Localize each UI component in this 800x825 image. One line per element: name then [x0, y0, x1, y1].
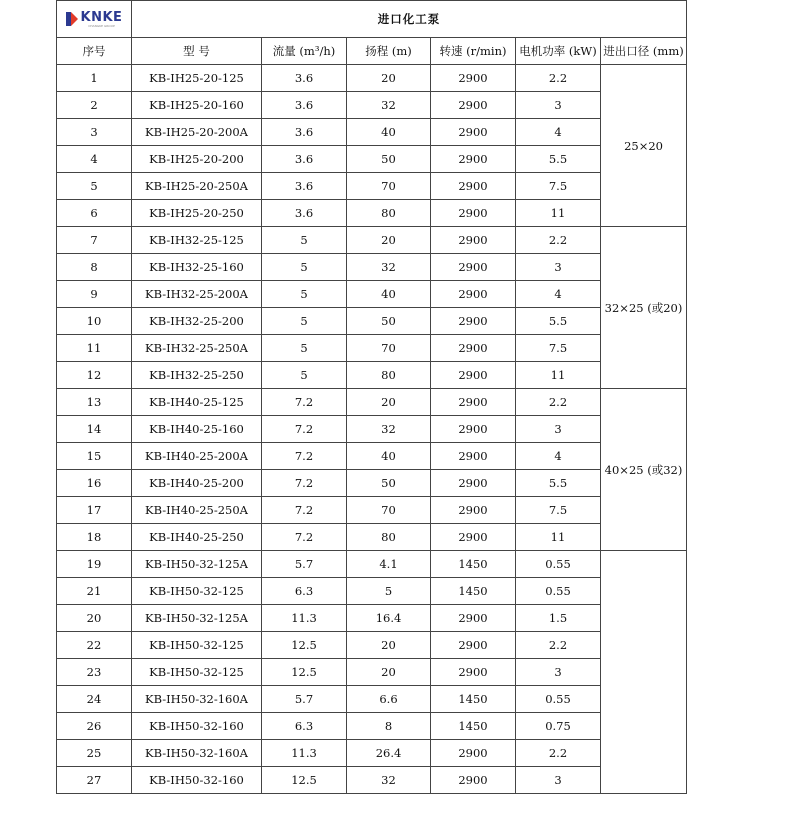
cell-index: 20: [57, 605, 132, 632]
cell-head: 32: [347, 767, 431, 794]
cell-model: KB-IH40-25-125: [132, 389, 262, 416]
cell-speed: 2900: [431, 632, 516, 659]
cell-index: 1: [57, 65, 132, 92]
cell-model: KB-IH50-32-125: [132, 659, 262, 686]
cell-head: 80: [347, 524, 431, 551]
cell-speed: 2900: [431, 497, 516, 524]
cell-speed: 2900: [431, 200, 516, 227]
logo-name: KNKE: [80, 9, 123, 25]
cell-index: 19: [57, 551, 132, 578]
table-body: [57, 1, 687, 794]
cell-power: 1.5: [516, 605, 601, 632]
cell-flow: 7.2: [262, 416, 347, 443]
cell-index: 5: [57, 173, 132, 200]
cell-flow: 5: [262, 254, 347, 281]
cell-speed: 2900: [431, 335, 516, 362]
cell-speed: 2900: [431, 173, 516, 200]
table-row: [57, 740, 687, 767]
cell-index: 16: [57, 470, 132, 497]
cell-index: 12: [57, 362, 132, 389]
cell-flow: 7.2: [262, 497, 347, 524]
header-model: 型 号: [132, 38, 262, 65]
cell-head: 70: [347, 173, 431, 200]
cell-power: 0.75: [516, 713, 601, 740]
cell-speed: 2900: [431, 119, 516, 146]
cell-speed: 2900: [431, 227, 516, 254]
cell-power: 11: [516, 200, 601, 227]
cell-power: 4: [516, 119, 601, 146]
cell-head: 80: [347, 200, 431, 227]
cell-power: 4: [516, 281, 601, 308]
cell-head: 32: [347, 416, 431, 443]
cell-index: 3: [57, 119, 132, 146]
cell-model: KB-IH50-32-160A: [132, 686, 262, 713]
cell-power: 2.2: [516, 65, 601, 92]
cell-power: 2.2: [516, 740, 601, 767]
cell-model: KB-IH32-25-250: [132, 362, 262, 389]
cell-speed: 2900: [431, 416, 516, 443]
cell-flow: 6.3: [262, 578, 347, 605]
table-row: [57, 335, 687, 362]
table-row: [57, 362, 687, 389]
cell-index: 26: [57, 713, 132, 740]
cell-speed: 2900: [431, 362, 516, 389]
cell-model: KB-IH32-25-250A: [132, 335, 262, 362]
cell-flow: 7.2: [262, 443, 347, 470]
cell-model: KB-IH50-32-125: [132, 632, 262, 659]
logo-cell: [57, 1, 132, 38]
cell-index: 13: [57, 389, 132, 416]
cell-power: 7.5: [516, 497, 601, 524]
cell-power: 3: [516, 416, 601, 443]
cell-speed: 2900: [431, 740, 516, 767]
cell-diameter-group: 32×25 (或20): [601, 227, 687, 389]
cell-flow: 3.6: [262, 92, 347, 119]
table-row: [57, 200, 687, 227]
cell-model: KB-IH32-25-160: [132, 254, 262, 281]
pump-spec-table: [56, 0, 687, 794]
header-row: [57, 38, 687, 65]
cell-power: 4: [516, 443, 601, 470]
cell-model: KB-IH25-20-125: [132, 65, 262, 92]
cell-speed: 1450: [431, 713, 516, 740]
table-row: [57, 416, 687, 443]
cell-power: 7.5: [516, 335, 601, 362]
cell-index: 11: [57, 335, 132, 362]
cell-power: 5.5: [516, 308, 601, 335]
cell-diameter-group: 25×20: [601, 65, 687, 227]
cell-speed: 2900: [431, 281, 516, 308]
cell-speed: 1450: [431, 578, 516, 605]
cell-model: KB-IH40-25-250A: [132, 497, 262, 524]
cell-head: 20: [347, 389, 431, 416]
cell-flow: 5: [262, 308, 347, 335]
cell-flow: 11.3: [262, 605, 347, 632]
table-title: 进口化工泵: [132, 1, 687, 38]
cell-index: 17: [57, 497, 132, 524]
cell-index: 24: [57, 686, 132, 713]
cell-speed: 2900: [431, 146, 516, 173]
cell-flow: 3.6: [262, 200, 347, 227]
cell-head: 20: [347, 659, 431, 686]
cell-flow: 5.7: [262, 551, 347, 578]
cell-index: 18: [57, 524, 132, 551]
table-row: [57, 92, 687, 119]
cell-head: 80: [347, 362, 431, 389]
cell-power: 11: [516, 362, 601, 389]
cell-power: 0.55: [516, 686, 601, 713]
cell-diameter-group: 40×25 (或32): [601, 389, 687, 551]
cell-flow: 5: [262, 362, 347, 389]
cell-power: 2.2: [516, 389, 601, 416]
cell-model: KB-IH25-20-250: [132, 200, 262, 227]
cell-speed: 1450: [431, 551, 516, 578]
cell-head: 20: [347, 632, 431, 659]
cell-speed: 2900: [431, 308, 516, 335]
cell-head: 50: [347, 470, 431, 497]
cell-flow: 12.5: [262, 767, 347, 794]
cell-flow: 5.7: [262, 686, 347, 713]
cell-head: 4.1: [347, 551, 431, 578]
cell-power: 7.5: [516, 173, 601, 200]
cell-flow: 5: [262, 281, 347, 308]
cell-model: KB-IH40-25-160: [132, 416, 262, 443]
cell-index: 23: [57, 659, 132, 686]
cell-speed: 2900: [431, 92, 516, 119]
cell-model: KB-IH32-25-200: [132, 308, 262, 335]
table-row: [57, 686, 687, 713]
table-row: [57, 470, 687, 497]
table-row: [57, 146, 687, 173]
table-row: [57, 443, 687, 470]
cell-flow: 3.6: [262, 146, 347, 173]
cell-flow: 5: [262, 335, 347, 362]
cell-head: 70: [347, 335, 431, 362]
cell-index: 14: [57, 416, 132, 443]
cell-power: 11: [516, 524, 601, 551]
table-row: [57, 254, 687, 281]
cell-index: 21: [57, 578, 132, 605]
cell-power: 3: [516, 92, 601, 119]
cell-model: KB-IH40-25-250: [132, 524, 262, 551]
cell-index: 9: [57, 281, 132, 308]
cell-index: 27: [57, 767, 132, 794]
cell-index: 2: [57, 92, 132, 119]
cell-speed: 2900: [431, 254, 516, 281]
cell-index: 8: [57, 254, 132, 281]
header-flow: 流量 (m³/h): [262, 38, 347, 65]
table-row: [57, 227, 687, 254]
table-row: [57, 524, 687, 551]
knke-logo: [57, 11, 131, 28]
table-row: [57, 281, 687, 308]
cell-flow: 3.6: [262, 119, 347, 146]
cell-power: 2.2: [516, 227, 601, 254]
header-index: 序号: [57, 38, 132, 65]
cell-power: 0.55: [516, 578, 601, 605]
cell-head: 6.6: [347, 686, 431, 713]
table-row: [57, 173, 687, 200]
cell-model: KB-IH25-20-160: [132, 92, 262, 119]
cell-model: KB-IH50-32-160: [132, 767, 262, 794]
cell-model: KB-IH40-25-200: [132, 470, 262, 497]
cell-power: 0.55: [516, 551, 601, 578]
cell-index: 15: [57, 443, 132, 470]
cell-index: 25: [57, 740, 132, 767]
table-row: [57, 605, 687, 632]
cell-model: KB-IH50-32-160A: [132, 740, 262, 767]
cell-flow: 3.6: [262, 65, 347, 92]
cell-head: 40: [347, 281, 431, 308]
cell-power: 5.5: [516, 470, 601, 497]
cell-speed: 2900: [431, 524, 516, 551]
knke-logo-icon: [66, 12, 78, 26]
cell-speed: 2900: [431, 767, 516, 794]
cell-head: 70: [347, 497, 431, 524]
cell-power: 3: [516, 659, 601, 686]
cell-model: KB-IH50-32-125: [132, 578, 262, 605]
cell-speed: 2900: [431, 65, 516, 92]
cell-head: 26.4: [347, 740, 431, 767]
cell-flow: 3.6: [262, 173, 347, 200]
cell-head: 20: [347, 227, 431, 254]
cell-head: 40: [347, 119, 431, 146]
header-speed: 转速 (r/min): [431, 38, 516, 65]
cell-speed: 2900: [431, 605, 516, 632]
table-row: [57, 389, 687, 416]
cell-model: KB-IH32-25-125: [132, 227, 262, 254]
cell-speed: 2900: [431, 389, 516, 416]
cell-index: 4: [57, 146, 132, 173]
cell-index: 6: [57, 200, 132, 227]
cell-model: KB-IH25-20-200: [132, 146, 262, 173]
cell-model: KB-IH50-32-160: [132, 713, 262, 740]
cell-model: KB-IH40-25-200A: [132, 443, 262, 470]
cell-head: 16.4: [347, 605, 431, 632]
table-row: [57, 497, 687, 524]
cell-head: 8: [347, 713, 431, 740]
cell-index: 22: [57, 632, 132, 659]
cell-head: 5: [347, 578, 431, 605]
title-row: [57, 1, 687, 38]
cell-power: 2.2: [516, 632, 601, 659]
cell-model: KB-IH50-32-125A: [132, 605, 262, 632]
cell-model: KB-IH25-20-250A: [132, 173, 262, 200]
cell-power: 3: [516, 767, 601, 794]
header-head: 扬程 (m): [347, 38, 431, 65]
cell-head: 40: [347, 443, 431, 470]
cell-head: 32: [347, 92, 431, 119]
table-row: [57, 308, 687, 335]
table-row: [57, 659, 687, 686]
table-row: [57, 551, 687, 578]
cell-flow: 12.5: [262, 659, 347, 686]
cell-flow: 12.5: [262, 632, 347, 659]
cell-speed: 1450: [431, 686, 516, 713]
cell-diameter-group: [601, 551, 687, 794]
cell-flow: 6.3: [262, 713, 347, 740]
table-row: [57, 578, 687, 605]
cell-power: 5.5: [516, 146, 601, 173]
cell-head: 50: [347, 146, 431, 173]
cell-index: 7: [57, 227, 132, 254]
cell-flow: 7.2: [262, 470, 347, 497]
cell-model: KB-IH50-32-125A: [132, 551, 262, 578]
cell-speed: 2900: [431, 443, 516, 470]
header-diameter: 进出口径 (mm): [601, 38, 687, 65]
cell-power: 3: [516, 254, 601, 281]
table-row: [57, 119, 687, 146]
table-row: [57, 713, 687, 740]
cell-index: 10: [57, 308, 132, 335]
table-row: [57, 767, 687, 794]
cell-flow: 11.3: [262, 740, 347, 767]
logo-subtitle: CHANGKE GROUP: [88, 23, 115, 28]
cell-model: KB-IH32-25-200A: [132, 281, 262, 308]
table-row: [57, 65, 687, 92]
cell-model: KB-IH25-20-200A: [132, 119, 262, 146]
cell-speed: 2900: [431, 470, 516, 497]
cell-head: 20: [347, 65, 431, 92]
cell-flow: 7.2: [262, 389, 347, 416]
cell-speed: 2900: [431, 659, 516, 686]
header-power: 电机功率 (kW): [516, 38, 601, 65]
cell-flow: 5: [262, 227, 347, 254]
cell-flow: 7.2: [262, 524, 347, 551]
cell-head: 32: [347, 254, 431, 281]
cell-head: 50: [347, 308, 431, 335]
table-row: [57, 632, 687, 659]
